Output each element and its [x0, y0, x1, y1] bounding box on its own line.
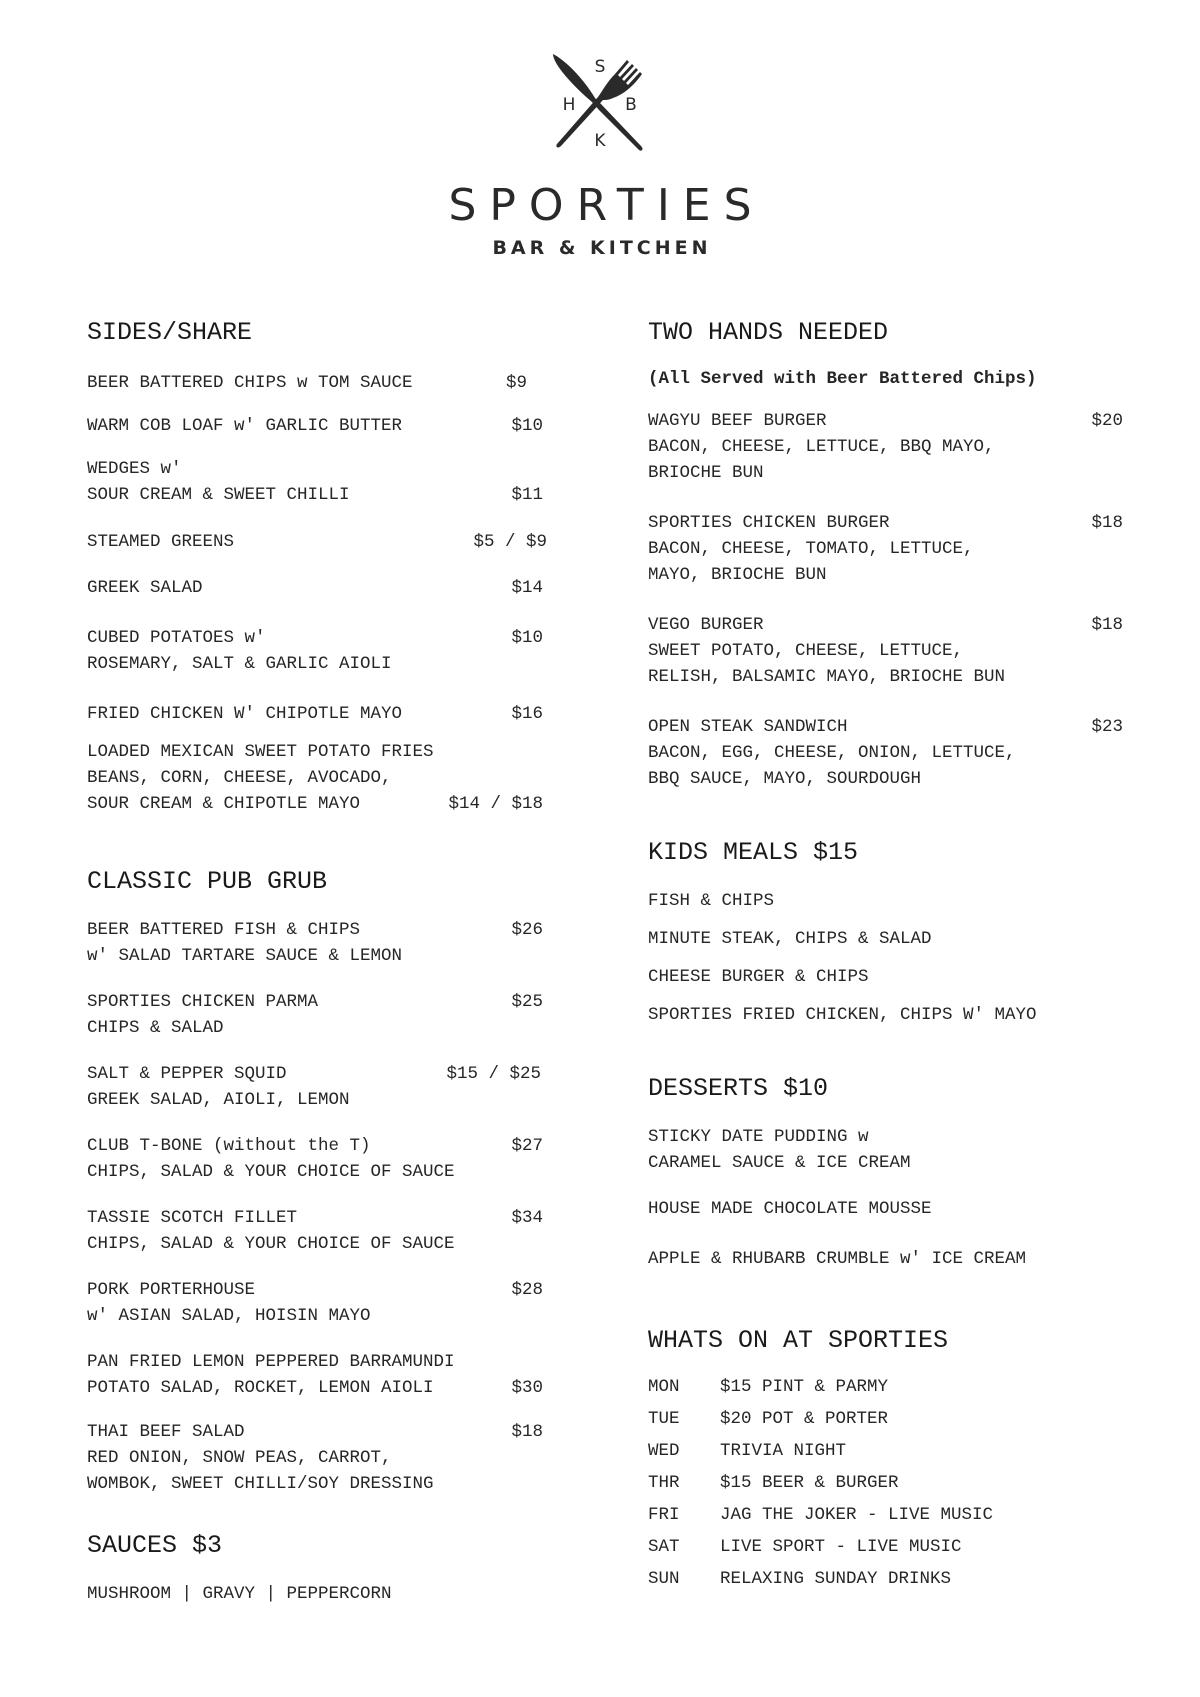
- item-description: CARAMEL SAUCE & ICE CREAM: [648, 1153, 911, 1173]
- section-title: TWO HANDS NEEDED: [648, 318, 889, 347]
- kids-meal-item: SPORTIES FRIED CHICKEN, CHIPS W' MAYO: [648, 1005, 1037, 1025]
- section-title: SIDES/SHARE: [87, 318, 253, 347]
- section-desserts: [648, 1074, 1123, 1272]
- menu-item: [87, 1349, 547, 1401]
- item-name: GREEK SALAD: [87, 578, 203, 598]
- item-description: GREEK SALAD, AIOLI, LEMON: [87, 1090, 350, 1110]
- item-name: WEDGES w': [87, 459, 182, 479]
- item-name: FRIED CHICKEN W' CHIPOTLE MAYO: [87, 704, 403, 724]
- logo-letter-h: H: [562, 95, 576, 115]
- event-day: THR: [648, 1473, 680, 1493]
- section-sides: [87, 318, 567, 817]
- item-name: WAGYU BEEF BURGER: [648, 411, 827, 431]
- event-description: $15 BEER & BURGER: [720, 1473, 899, 1493]
- section-classic-pub-grub: [87, 867, 567, 1497]
- section-title: CLASSIC PUB GRUB: [87, 867, 328, 896]
- item-description: CHIPS, SALAD & YOUR CHOICE OF SAUCE: [87, 1162, 455, 1182]
- dessert-item: [648, 1196, 1123, 1222]
- menu-item: [87, 370, 547, 396]
- left-column: [87, 318, 567, 1607]
- item-price: $34: [511, 1208, 543, 1228]
- item-description: BRIOCHE BUN: [648, 463, 764, 483]
- events-schedule: [648, 1374, 1123, 1592]
- item-name: THAI BEEF SALAD: [87, 1422, 245, 1442]
- item-price: $23: [1091, 717, 1123, 737]
- item-name: SALT & PEPPER SQUID: [87, 1064, 287, 1084]
- logo-letter-b: B: [625, 95, 637, 115]
- brand-name: SPORTIES: [448, 180, 765, 231]
- section-title: SAUCES $3: [87, 1531, 223, 1560]
- item-description: MAYO, BRIOCHE BUN: [648, 565, 827, 585]
- item-name: BEER BATTERED FISH & CHIPS: [87, 920, 361, 940]
- item-name: SPORTIES CHICKEN BURGER: [648, 513, 890, 533]
- dessert-item: [648, 1124, 1123, 1176]
- item-description: SWEET POTATO, CHEESE, LETTUCE,: [648, 641, 964, 661]
- item-price: $9: [505, 373, 527, 393]
- menu-item: [87, 575, 547, 601]
- item-description: BACON, CHEESE, LETTUCE, BBQ MAYO,: [648, 437, 995, 457]
- item-description: RELISH, BALSAMIC MAYO, BRIOCHE BUN: [648, 667, 1006, 687]
- kids-meal-item: MINUTE STEAK, CHIPS & SALAD: [648, 929, 932, 949]
- item-description: w' SALAD TARTARE SAUCE & LEMON: [87, 946, 403, 966]
- item-name: LOADED MEXICAN SWEET POTATO FRIES: [87, 742, 434, 762]
- logo-letter-k: K: [594, 131, 606, 151]
- event-day: WED: [648, 1441, 680, 1461]
- event-description: JAG THE JOKER - LIVE MUSIC: [720, 1505, 994, 1525]
- item-name: PAN FRIED LEMON PEPPERED BARRAMUNDI: [87, 1352, 455, 1372]
- event-day: TUE: [648, 1409, 680, 1429]
- item-description: BACON, CHEESE, TOMATO, LETTUCE,: [648, 539, 974, 559]
- item-price: $16: [511, 704, 543, 724]
- item-price: $15 / $25: [446, 1064, 541, 1084]
- menu-item: [87, 739, 547, 817]
- menu-item: [87, 413, 547, 439]
- item-name: STEAMED GREENS: [87, 532, 235, 552]
- item-name: PORK PORTERHOUSE: [87, 1280, 256, 1300]
- section-kids-meals: [648, 838, 1123, 1028]
- menu-item: [648, 612, 1123, 690]
- menu-item: [87, 625, 547, 677]
- item-description: ROSEMARY, SALT & GARLIC AIOLI: [87, 654, 392, 674]
- item-price: $14: [511, 578, 543, 598]
- item-name: APPLE & RHUBARB CRUMBLE w' ICE CREAM: [648, 1249, 1027, 1269]
- item-name: CUBED POTATOES w': [87, 628, 266, 648]
- right-column: [648, 318, 1123, 1592]
- section-sauces: [87, 1531, 567, 1607]
- item-price: $5 / $9: [473, 532, 547, 552]
- section-note: (All Served with Beer Battered Chips): [648, 369, 1037, 389]
- item-description: RED ONION, SNOW PEAS, CARROT,: [87, 1448, 392, 1468]
- item-name: CLUB T-BONE (without the T): [87, 1136, 371, 1156]
- menu-item: [87, 1061, 547, 1113]
- menu-item: [87, 456, 547, 508]
- menu-item: [87, 1419, 547, 1497]
- item-price: $30: [511, 1378, 543, 1398]
- item-price: $14 / $18: [448, 794, 543, 814]
- item-price: $18: [1091, 615, 1123, 635]
- item-name: SPORTIES CHICKEN PARMA: [87, 992, 319, 1012]
- item-name: HOUSE MADE CHOCOLATE MOUSSE: [648, 1199, 932, 1219]
- item-description: SOUR CREAM & SWEET CHILLI: [87, 485, 350, 505]
- item-description: CHIPS, SALAD & YOUR CHOICE OF SAUCE: [87, 1234, 455, 1254]
- item-price: $11: [511, 485, 543, 505]
- item-name: BEER BATTERED CHIPS w TOM SAUCE: [87, 373, 413, 393]
- event-day: SUN: [648, 1569, 680, 1589]
- event-day: SAT: [648, 1537, 680, 1557]
- item-name: TASSIE SCOTCH FILLET: [87, 1208, 298, 1228]
- brand-header: [0, 50, 1200, 259]
- section-whats-on: [648, 1326, 1123, 1592]
- item-name: OPEN STEAK SANDWICH: [648, 717, 848, 737]
- sauce-list: MUSHROOM | GRAVY | PEPPERCORN: [87, 1584, 392, 1604]
- knife-fork-logo-icon: [545, 50, 655, 160]
- kids-meal-item: CHEESE BURGER & CHIPS: [648, 967, 869, 987]
- event-description: LIVE SPORT - LIVE MUSIC: [720, 1537, 962, 1557]
- item-description: WOMBOK, SWEET CHILLI/SOY DRESSING: [87, 1474, 434, 1494]
- menu-item: [87, 917, 547, 969]
- item-description: BACON, EGG, CHEESE, ONION, LETTUCE,: [648, 743, 1016, 763]
- item-price: $18: [511, 1422, 543, 1442]
- item-price: $10: [511, 628, 543, 648]
- event-day: FRI: [648, 1505, 680, 1525]
- menu-item: [87, 1277, 547, 1329]
- event-description: TRIVIA NIGHT: [720, 1441, 847, 1461]
- menu-item: [648, 714, 1123, 792]
- item-name: VEGO BURGER: [648, 615, 764, 635]
- item-price: $25: [511, 992, 543, 1012]
- logo-letter-s: S: [594, 57, 606, 77]
- item-price: $26: [511, 920, 543, 940]
- item-price: $20: [1091, 411, 1123, 431]
- event-day: MON: [648, 1377, 680, 1397]
- dessert-item: [648, 1246, 1123, 1272]
- event-description: RELAXING SUNDAY DRINKS: [720, 1569, 952, 1589]
- crossed-cutlery-icon: [545, 50, 655, 160]
- event-description: $20 POT & PORTER: [720, 1409, 889, 1429]
- item-description: SOUR CREAM & CHIPOTLE MAYO: [87, 794, 361, 814]
- event-description: $15 PINT & PARMY: [720, 1377, 889, 1397]
- item-name: STICKY DATE PUDDING w: [648, 1127, 869, 1147]
- item-name: WARM COB LOAF w' GARLIC BUTTER: [87, 416, 403, 436]
- item-price: $10: [511, 416, 543, 436]
- item-description: BEANS, CORN, CHEESE, AVOCADO,: [87, 768, 392, 788]
- menu-item: [87, 529, 567, 555]
- item-price: $27: [511, 1136, 543, 1156]
- menu-item: [87, 1205, 547, 1257]
- menu-item: [87, 701, 547, 727]
- menu-item: [87, 1133, 547, 1185]
- menu-item: [648, 510, 1123, 588]
- item-description: POTATO SALAD, ROCKET, LEMON AIOLI: [87, 1378, 434, 1398]
- section-two-hands-needed: [648, 318, 1123, 792]
- item-price: $28: [511, 1280, 543, 1300]
- brand-subtitle: BAR & KITCHEN: [492, 237, 712, 259]
- menu-item: [87, 989, 547, 1041]
- section-title: KIDS MEALS $15: [648, 838, 859, 867]
- section-title: DESSERTS $10: [648, 1074, 829, 1103]
- kids-meal-item: FISH & CHIPS: [648, 891, 775, 911]
- section-title: WHATS ON AT SPORTIES: [648, 1326, 949, 1355]
- item-description: BBQ SAUCE, MAYO, SOURDOUGH: [648, 769, 922, 789]
- item-price: $18: [1091, 513, 1123, 533]
- menu-item: [648, 408, 1123, 486]
- item-description: CHIPS & SALAD: [87, 1018, 224, 1038]
- item-description: w' ASIAN SALAD, HOISIN MAYO: [87, 1306, 371, 1326]
